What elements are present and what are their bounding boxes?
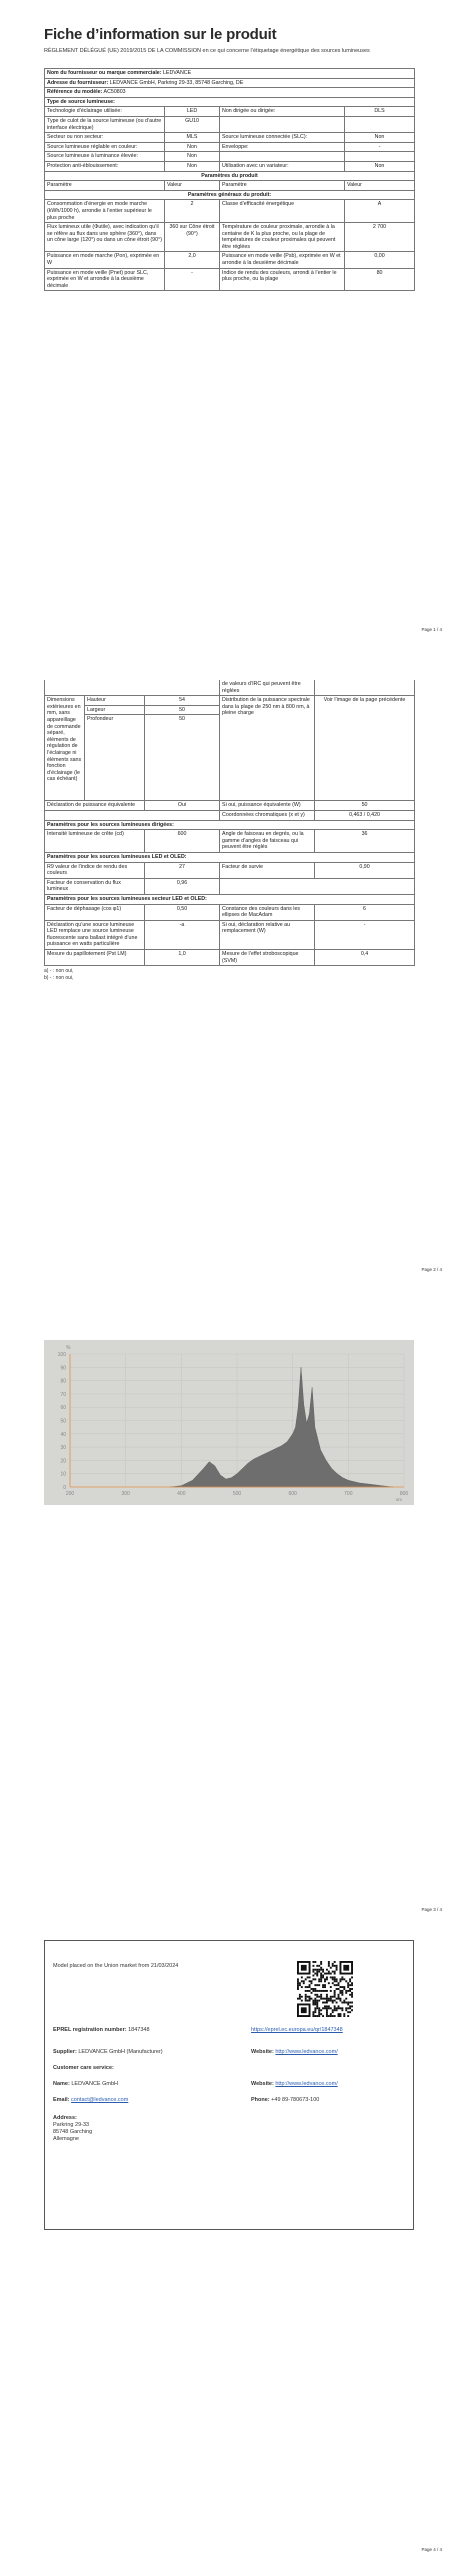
type-row-value: Non [165,142,220,152]
replacement-value: - [315,920,415,949]
eprel-card [44,1940,414,2230]
type-row-value: GU10 [165,116,220,132]
survival-value: 0,90 [315,862,415,878]
type-row-param: Enveloppe: [220,142,345,152]
led-header: Paramètres pour les sources lumineuses LED et OLED: [45,852,415,862]
x-tick-label: 600 [288,1491,297,1497]
y-axis-label: % [66,1345,71,1351]
svm-label: Mesure de l’effet stroboscopique (SVM) [220,950,315,966]
website2-link[interactable]: http://www.ledvance.com/ [275,2081,338,2087]
page-number: Page 4 / 4 [421,2547,442,2552]
r9-label: R9 valeur de l’indice de rendu des couleurs [45,862,145,878]
website2-row [251,2081,338,2088]
y-tick-label: 50 [60,1418,66,1425]
type-row [45,161,415,171]
beam-angle-value: 36 [315,830,415,853]
general-params-header: Paramètres généraux du produit: [45,190,415,200]
col-header-param: Paramètre [220,181,345,191]
spectrum-area [170,1367,393,1487]
peak-intensity-label: Intensité lumineuse de crête (cd) [45,830,145,853]
supplier-row [53,2049,163,2056]
customer-care-header: Customer care service: [53,2065,114,2071]
peak-intensity-value: 600 [145,830,220,853]
general-row [45,268,415,291]
replacement-claim-label: Déclaration qu’une source lumineuse LED remplace une source lumineuse fluorescente sans ballast intégré d’une puissance en watts particulière [45,920,145,949]
type-row-param: Type de culot de la source lumineuse (ou d’autre interface électrique) [45,116,165,132]
equiv-power-claim-value: Oui [145,801,220,811]
type-row-value [345,152,415,162]
type-row-value: DLS [345,107,415,117]
eprel-link[interactable]: https://eprel.ec.europa.eu/qr/1847348 [251,2027,343,2033]
dim-value: 50 [145,715,220,801]
general-row-param: Température de couleur proximale, arrondie à la centaine de K la plus proche, ou la plage de températures de couleur proximales qui peuvent être réglées [220,223,345,252]
supplier-label: Supplier: [53,2049,77,2055]
spectral-chart-svg [44,1340,414,1505]
replacement-label: Si oui, déclaration relative au remplacement (W) [220,920,315,949]
r9-value: 27 [145,862,220,878]
equiv-power-value: 50 [315,801,415,811]
type-row-param: Protection anti-éblouissement: [45,161,165,171]
general-row-value: 2,0 [165,252,220,268]
general-row-param: Indice de rendu des couleurs, arrondi à l’entier le plus proche, ou la plage [220,268,345,291]
page-2 [0,640,452,1280]
supplier-value: LEDVANCE GmbH (Manufacturer) [78,2049,163,2055]
colour-consistency-label: Constance des couleurs dans les ellipses de MacAdam [220,904,315,920]
col-header-value: Valeur [345,181,415,191]
y-tick-label: 90 [60,1365,66,1372]
type-row-param: Utilisation avec un variateur: [220,161,345,171]
cri-range-text: de valeurs d’IRC qui peuvent être réglées [220,680,315,696]
type-row-param: Source lumineuse connectée (SLC): [220,133,345,143]
phone-label: Phone: [251,2097,270,2103]
website-label: Website: [251,2049,274,2055]
address-line: 85748 Garching [53,2129,93,2135]
supplier-address: LEDVANCE GmbH, Parkring 29-33, 85748 Garching, DE [109,79,244,86]
address-line: Allemagne [53,2136,79,2142]
eprel-label: EPREL registration number: [53,2027,127,2033]
spectral-value: Voir l’image de la page précédente [315,696,415,801]
x-tick-label: 700 [344,1491,353,1497]
dim-value: 50 [145,705,220,715]
x-tick-label: 800 [399,1491,409,1497]
type-row [45,152,415,162]
x-tick-label: 400 [177,1491,186,1497]
y-tick-label: 100 [57,1352,66,1358]
page-number: Page 1 / 4 [421,627,442,632]
website2-label: Website: [251,2081,274,2087]
mains-header: Paramètres pour les sources lumineuses secteur LED et OLED: [45,894,415,904]
general-row-param: Puissance en mode veille (Pnet) pour SLC, exprimée en W et arrondie à la deuxième décimale [45,268,165,291]
flux-maintenance-value: 0,96 [145,878,220,894]
model-number: AC50803 [103,89,126,96]
type-row-param: Technologie d’éclairage utilisée: [45,107,165,117]
address-line: Parkring 29-33 [53,2122,90,2128]
params-continued-table [44,680,415,966]
params-header: Paramètres du produit [45,171,415,181]
phone-value: +49 89-780673-100 [271,2097,320,2103]
phone-row [251,2097,319,2104]
y-tick-label: 40 [60,1431,66,1438]
svm-value: 0,4 [315,950,415,966]
x-tick-label: 200 [65,1491,75,1497]
supplier-name: LEDVANCE [162,70,192,76]
model-label: Référence du modèle: [47,89,103,96]
chroma-value: 0,463 / 0,420 [315,810,415,820]
flux-maintenance-label: Facteur de conservation du flux lumineux [45,878,145,894]
page-title: Fiche d’information sur le produit [44,26,277,43]
page-number: Page 2 / 4 [421,1267,442,1272]
y-tick-label: 0 [63,1485,66,1491]
type-row-value: Non [345,161,415,171]
type-row-param [220,116,345,132]
replacement-claim-value: -a [145,920,220,949]
equiv-power-label: Si oui, puissance équivalente (W) [220,801,315,811]
page-1 [0,0,452,640]
type-row-param [220,152,345,162]
survival-label: Facteur de survie [220,862,315,878]
dim-key: Hauteur [85,696,145,706]
name-row [53,2081,118,2088]
general-row-value: A [345,200,415,223]
dim-key: Profondeur [85,715,145,801]
page-3 [0,1280,452,1920]
general-row [45,252,415,268]
type-row-value: MLS [165,133,220,143]
type-row-value: Non [345,133,415,143]
footnote-b: b) - : non oui, [44,975,74,981]
equiv-power-claim-label: Déclaration de puissance équivalente [45,801,145,811]
y-tick-label: 80 [60,1378,66,1385]
x-tick-label: 300 [121,1491,130,1497]
supplier-address-label: Adresse du fournisseur: [47,79,109,86]
col-header-value: Valeur [165,181,220,191]
flicker-label: Mesure du papillotement (Pst LM) [45,950,145,966]
type-row [45,116,415,132]
general-row-param: Classe d’efficacité énergétique [220,200,345,223]
y-tick-label: 30 [60,1445,66,1452]
displacement-value: 0,50 [145,904,220,920]
displacement-label: Facteur de déphasage (cos φ1) [45,904,145,920]
address-block [53,2115,92,2143]
type-row-value: Non [165,152,220,162]
general-row-param: Flux lumineux utile (Φutile), avec indication qu’il se réfère au flux dans une sphère (360°), dans un cône large (120°) ou dans un cône étroit (90°) [45,223,165,252]
type-row-param: Non dirigée ou dirigée: [220,107,345,117]
website-row [251,2049,338,2056]
general-row-param: Puissance en mode veille (Psb), exprimée en W et arrondie à la deuxième décimale [220,252,345,268]
x-tick-label: 500 [232,1491,242,1497]
eprel-number: 1847348 [128,2027,150,2033]
chroma-label: Coordonnées chromatiques (x et y) [220,810,315,820]
dimensions-label: Dimensions extérieures en mm, sans appareillage de commande séparé, éléments de régulation de l’éclairage ni éléments sans fonction d’éclairage (le cas échéant) [45,696,85,801]
type-row-param: Source lumineuse réglable en couleur: [45,142,165,152]
qr-code-icon[interactable] [297,1961,353,2017]
general-row-param: Consommation d’énergie en mode marche (kWh/1000 h), arrondie à l’entier supérieur le plus proche [45,200,165,223]
general-row-param: Puissance en mode marche (Pon), exprimée en W [45,252,165,268]
type-row [45,107,415,117]
colour-consistency-value: 6 [315,904,415,920]
directional-header: Paramètres pour les sources lumineuses dirigées: [45,820,415,830]
name-value: LEDVANCE GmbH [71,2081,119,2087]
website-link[interactable]: http://www.ledvance.com/ [275,2049,338,2055]
name-label: Name: [53,2081,70,2087]
address-label: Address: [53,2115,77,2121]
regulation-intro: RÈGLEMENT DÉLÉGUÉ (UE) 2019/2015 DE LA COMMISSION en ce qui concerne l’étiquetage énergétique des sources lumineuses [44,48,370,54]
type-row-value [345,116,415,132]
dim-key: Largeur [85,705,145,715]
market-placement-text: Model placed on the Union market from 21/03/2024 [53,1963,179,1969]
general-row-value: 360 sur Cône étroit (90°) [165,223,220,252]
x-axis-label: nm [395,1497,402,1502]
spectral-chart [44,1340,414,1505]
flicker-value: 1,0 [145,950,220,966]
supplier-table [44,68,415,291]
general-row-value: 80 [345,268,415,291]
type-row-param: Source lumineuse à luminance élevée: [45,152,165,162]
email-link[interactable]: contact@ledvance.com [71,2097,129,2103]
type-row [45,133,415,143]
footnotes [44,968,73,982]
col-header-param: Paramètre [45,181,165,191]
page-number: Page 3 / 4 [421,1907,442,1912]
y-tick-label: 20 [60,1458,66,1465]
page-4 [0,1920,452,2560]
type-row-value: LED [165,107,220,117]
email-row [53,2097,128,2104]
general-row-value: 2 700 [345,223,415,252]
type-row-value: Non [165,161,220,171]
y-tick-label: 10 [60,1471,66,1478]
type-row-param: Secteur ou non secteur: [45,133,165,143]
general-row-value: 0,00 [345,252,415,268]
type-row [45,142,415,152]
general-row-value: 2 [165,200,220,223]
y-tick-label: 70 [60,1391,66,1398]
general-row [45,223,415,252]
footnote-a: a) - : non oui, [44,968,74,974]
dim-value: 54 [145,696,220,706]
type-row-value: - [345,142,415,152]
light-source-type-label: Type de source lumineuse: [45,97,415,107]
y-tick-label: 60 [60,1405,66,1412]
supplier-name-label: Nom du fournisseur ou marque commerciale: [47,70,162,76]
spectral-label: Distribution de la puissance spectrale dans la plage de 250 nm à 800 nm, à pleine charge [220,696,315,801]
general-row-value: - [165,268,220,291]
eprel-row [53,2027,150,2034]
beam-angle-label: Angle de faisceau en degrés, ou la gamme d’angles de faisceau qui peuvent être réglés [220,830,315,853]
general-row [45,200,415,223]
email-label: Email: [53,2097,70,2103]
